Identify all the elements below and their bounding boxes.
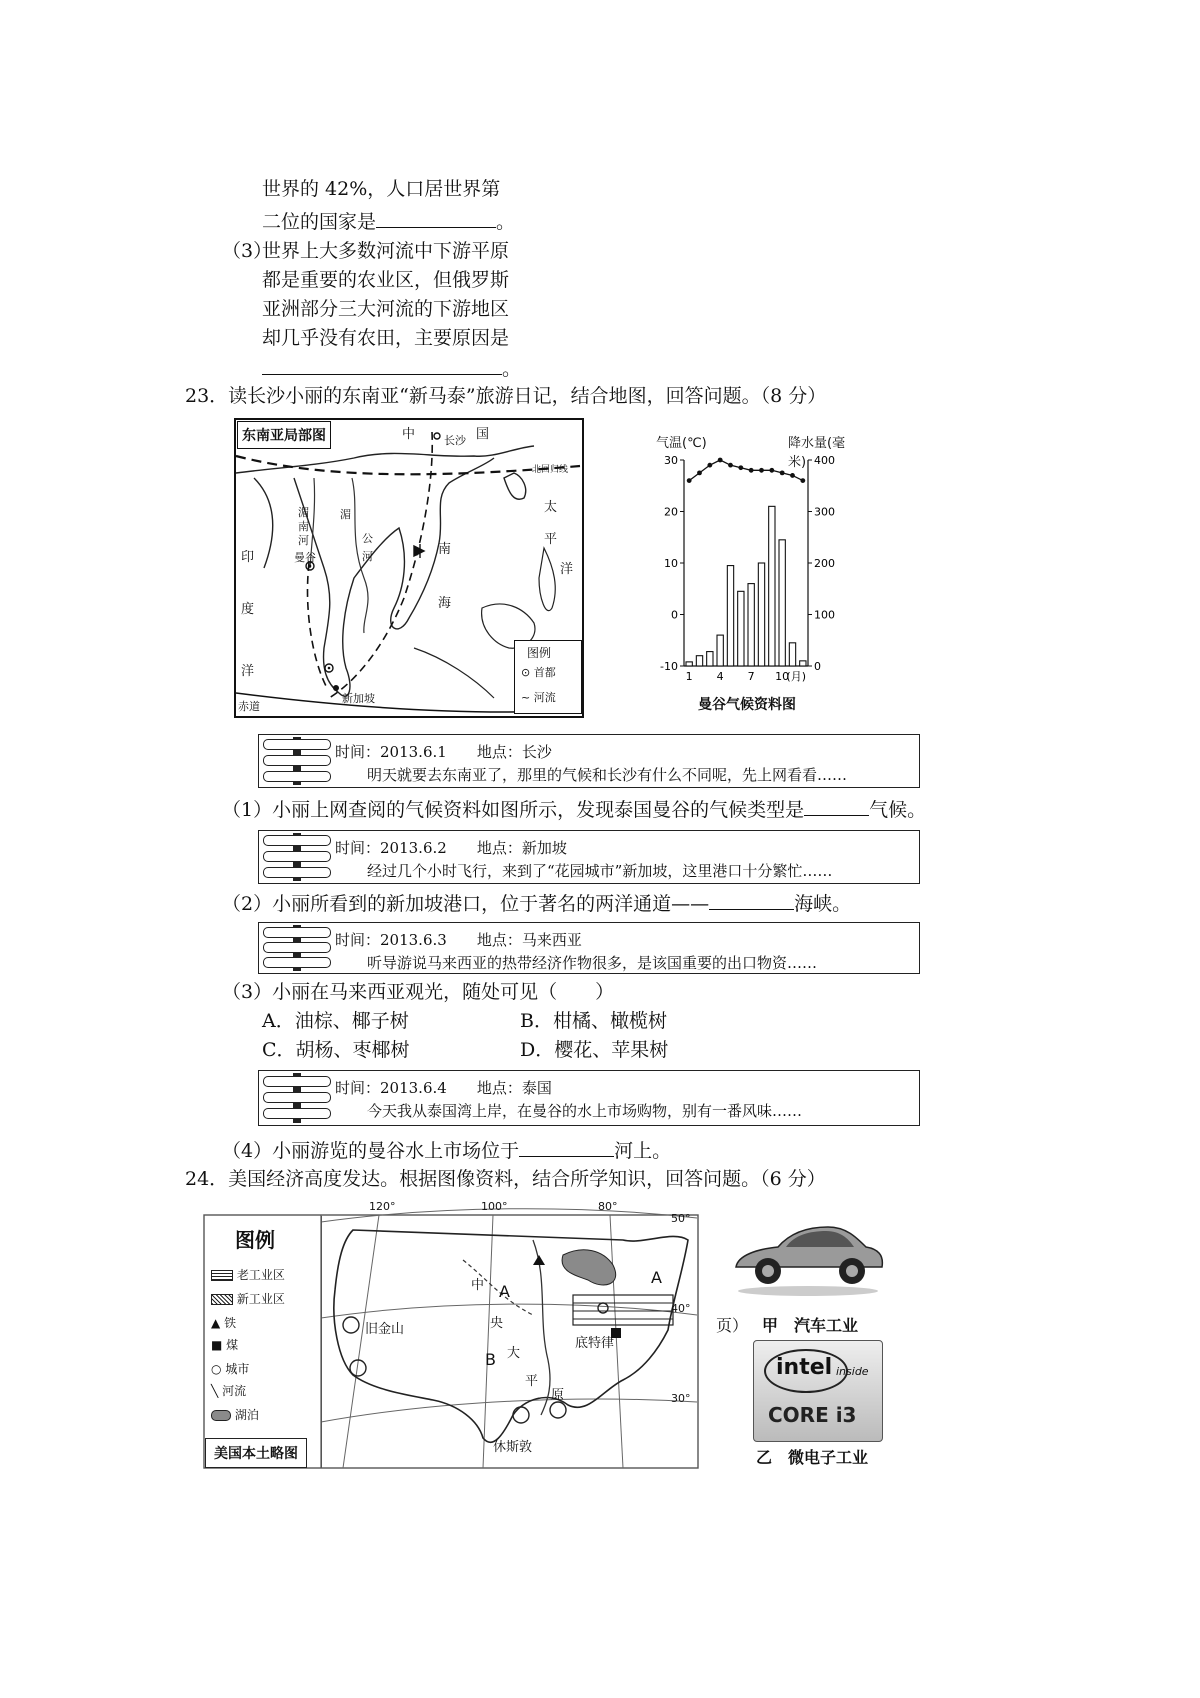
diary-note (258, 830, 920, 884)
legend-new-industry: 新工业区 (211, 1290, 285, 1307)
q23-3-stem: （3）小丽在马来西亚观光，随处可见（ ） (222, 981, 615, 1003)
legend-coal: ■ 煤 (211, 1338, 239, 1352)
diary-text: 今天我从泰国湾上岸，在曼谷的水上市场购物，别有一番风味…… (367, 1102, 803, 1120)
core-i3-text: CORE i3 (768, 1403, 857, 1427)
southeast-asia-map (234, 418, 584, 718)
q22-p3-label: （3） (222, 240, 273, 262)
old-industry-swatch-icon (211, 1270, 233, 1281)
coal-icon: ■ (211, 1338, 223, 1352)
label-houston: 休斯敦 (493, 1440, 533, 1455)
label-san-francisco: 旧金山 (365, 1322, 405, 1337)
label-central-plain-3: 大 (507, 1346, 521, 1361)
option-d[interactable]: D．樱花、苹果树 (520, 1039, 669, 1061)
precipitation-bar (696, 656, 702, 666)
left-tick-label: 0 (671, 608, 678, 622)
label-central-plain-2: 央 (490, 1316, 504, 1331)
q22-p3-line: 却几乎没有农田，主要原因是 (262, 327, 510, 349)
label-region-a: A (651, 1268, 662, 1287)
label-mekong-2: 公 (362, 532, 373, 545)
label-china-1: 中 (402, 427, 416, 442)
q24-header: 24．美国经济高度发达。根据图像资料，结合所学知识，回答问题。（6 分） (185, 1168, 826, 1190)
binder-ring-icon (263, 1076, 331, 1087)
q22-p3-answer-line: 。 (262, 358, 521, 379)
temperature-point (749, 468, 754, 473)
diary-note (258, 1070, 920, 1126)
label-menam-2: 南 (298, 520, 309, 533)
temperature-point (759, 468, 764, 473)
legend-title: 图例 (235, 1228, 275, 1252)
page-fragment: 页） (716, 1316, 749, 1335)
q22-p3-line: 亚洲部分三大河流的下游地区 (262, 298, 510, 320)
temperature-line (689, 460, 803, 481)
x-tick-label: 4 (716, 670, 724, 683)
option-c[interactable]: C．胡杨、枣椰树 (262, 1039, 410, 1061)
q23-4: （4）小丽游览的曼谷水上市场位于 河上。 (222, 1140, 672, 1162)
temperature-point (707, 463, 712, 468)
usa-map (203, 1200, 699, 1470)
left-tick-label: 20 (664, 505, 678, 519)
diary-text: 听导游说马来西亚的热带经济作物很多，是该国重要的出口物资…… (367, 954, 818, 972)
x-tick-label: 10 (775, 670, 790, 683)
label-tropic: 北回归线 (532, 465, 569, 475)
answer-blank[interactable] (804, 799, 869, 816)
precipitation-bar (748, 584, 754, 666)
label-region-a: A (499, 1282, 510, 1301)
temperature-point (697, 470, 702, 475)
label-mekong-3: 河 (362, 550, 373, 563)
diary-note (258, 734, 920, 788)
x-tick-label: 1 (685, 670, 693, 683)
legend-capital: ⊙ 首都 (521, 666, 556, 679)
iron-icon: ▲ (211, 1316, 221, 1330)
label-detroit: 底特律 (575, 1336, 615, 1351)
label-indian-2: 度 (241, 602, 255, 617)
label-pacific-2: 平 (544, 532, 558, 547)
binder-ring-icon (263, 1092, 331, 1103)
temperature-point (780, 470, 785, 475)
climate-svg (648, 448, 848, 698)
intel-wordmark: intel (776, 1355, 833, 1380)
temperature-point (800, 478, 805, 483)
map-title: 东南亚局部图 (237, 421, 331, 449)
left-tick-label: 30 (664, 454, 678, 467)
label-pacific-1: 太 (544, 500, 558, 515)
label-indian-3: 洋 (241, 664, 255, 679)
label-south-sea-1: 南 (438, 542, 452, 557)
option-a[interactable]: A．油棕、椰子树 (262, 1010, 409, 1032)
legend-river: ╲ 河流 (211, 1384, 247, 1398)
precipitation-bar (738, 591, 744, 666)
car-image (728, 1205, 888, 1305)
lake-icon (211, 1410, 231, 1421)
legend-old-industry: 老工业区 (211, 1266, 285, 1283)
new-industry-swatch-icon (211, 1294, 233, 1305)
temperature-point (728, 463, 733, 468)
us-map-legend (205, 1216, 322, 1468)
answer-blank[interactable] (376, 211, 496, 228)
q22-p3-line: 世界上大多数河流中下游平原 (262, 240, 510, 262)
label-equator: 赤道 (238, 700, 260, 713)
label-pacific-3: 洋 (560, 562, 574, 577)
lon-label: 100° (481, 1200, 508, 1213)
left-tick-label: 10 (664, 557, 678, 570)
diary-note (258, 922, 920, 974)
precipitation-bar (800, 661, 806, 666)
answer-blank[interactable] (262, 358, 502, 375)
binder-ring-icon (263, 942, 331, 953)
right-tick-label: 0 (814, 660, 821, 673)
precipitation-bar (686, 662, 692, 666)
precipitation-bar (717, 635, 723, 666)
binder-ring-icon (263, 927, 331, 938)
caption-car-industry: 甲 汽车工业 (762, 1316, 859, 1335)
temperature-point (769, 468, 774, 473)
binder-ring-icon (263, 867, 331, 878)
label-singapore: 新加坡 (342, 692, 375, 705)
precipitation-bar (779, 540, 785, 666)
diary-text: 明天就要去东南亚了，那里的气候和长沙有什么不同呢，先上网看看…… (367, 766, 848, 784)
legend-river: ~ 河流 (521, 691, 556, 704)
river-icon: ~ (521, 691, 531, 704)
lon-label: 120° (369, 1200, 396, 1213)
label-china-2: 国 (476, 427, 490, 442)
label-menam-3: 河 (298, 534, 309, 547)
lat-label: 50° (671, 1212, 691, 1225)
temperature-point (738, 465, 743, 470)
chart-caption: 曼谷气候资料图 (698, 697, 796, 713)
us-map-title: 美国本土略图 (205, 1438, 307, 1468)
binder-ring-icon (263, 835, 331, 846)
river-icon: ╲ (211, 1384, 219, 1398)
label-menam-1: 湄 (298, 506, 309, 519)
caption-microelectronics: 乙 微电子工业 (756, 1448, 869, 1467)
x-tick-label: 7 (747, 670, 755, 683)
label-mekong-1: 湄 (340, 508, 351, 521)
binder-ring-icon (263, 851, 331, 862)
x-axis-label: (月) (786, 670, 806, 683)
city-icon: ○ (211, 1362, 222, 1376)
binder-ring-icon (263, 1108, 331, 1119)
temperature-point (790, 473, 795, 478)
left-tick-label: -10 (660, 660, 678, 673)
temperature-point (718, 458, 723, 463)
precipitation-bar (769, 506, 775, 666)
binder-ring-icon (263, 957, 331, 968)
map-legend (514, 640, 582, 714)
q23-2: （2）小丽所看到的新加坡港口，位于著名的两洋通道—— 海峡。 (222, 893, 852, 915)
precipitation-bar (727, 566, 733, 666)
legend-title: 图例 (527, 646, 552, 660)
label-central-plain-4: 平 (525, 1374, 539, 1389)
diary-meta: 时间：2013.6.1 地点：长沙 (335, 743, 552, 761)
lat-label: 40° (671, 1302, 691, 1315)
binder-ring-icon (263, 739, 331, 750)
legend-iron: ▲ 铁 (211, 1316, 237, 1330)
diary-meta: 时间：2013.6.3 地点：马来西亚 (335, 931, 582, 949)
lon-label: 80° (598, 1200, 618, 1213)
binder-ring-icon (263, 771, 331, 782)
label-south-sea-2: 海 (438, 596, 452, 611)
legend-city: ○ 城市 (211, 1362, 250, 1376)
label-central-plain-5: 原 (551, 1388, 565, 1403)
answer-blank[interactable] (519, 1140, 614, 1157)
diary-text: 经过几个小时飞行，来到了“花园城市”新加坡，这里港口十分繁忙…… (367, 862, 833, 880)
lat-label: 30° (671, 1392, 691, 1405)
intel-core-logo (753, 1340, 883, 1442)
option-b[interactable]: B．柑橘、橄榄树 (520, 1010, 667, 1032)
answer-blank[interactable] (709, 893, 794, 910)
label-bangkok: 曼谷 (294, 551, 316, 564)
q23-header: 23．读长沙小丽的东南亚“新马泰”旅游日记，结合地图，回答问题。（8 分） (185, 385, 827, 407)
right-tick-label: 400 (814, 454, 835, 467)
precipitation-bar (707, 652, 713, 666)
diary-meta: 时间：2013.6.2 地点：新加坡 (335, 839, 567, 857)
binder-ring-icon (263, 755, 331, 766)
q22-line1: 世界的 42%，人口居世界第 (262, 178, 501, 200)
temperature-point (687, 478, 692, 483)
right-tick-label: 300 (814, 505, 835, 519)
q23-1: （1）小丽上网查阅的气候资料如图所示，发现泰国曼谷的气候类型是 气候。 (222, 799, 927, 821)
precipitation-bar (789, 643, 795, 666)
right-tick-label: 200 (814, 557, 835, 570)
right-tick-label: 100 (814, 608, 835, 622)
legend-lake: 湖泊 (211, 1406, 259, 1423)
right-axis-unit: 降水量(毫米) (788, 436, 846, 470)
q22-line2: 二位的国家是 。 (262, 211, 516, 233)
precipitation-bar (758, 563, 764, 666)
label-changsha: 长沙 (444, 434, 466, 447)
diary-meta: 时间：2013.6.4 地点：泰国 (335, 1079, 552, 1097)
label-central-plain-1: 中 (471, 1278, 485, 1293)
capital-icon: ⊙ (521, 666, 531, 679)
label-region-b: B (485, 1350, 496, 1369)
bangkok-climate-chart (648, 432, 848, 717)
left-axis-unit: 气温(℃) (656, 436, 707, 451)
label-indian-1: 印 (241, 550, 255, 565)
q22-p3-line: 都是重要的农业区，但俄罗斯 (262, 269, 510, 291)
intel-inside-text: inside (836, 1365, 869, 1378)
